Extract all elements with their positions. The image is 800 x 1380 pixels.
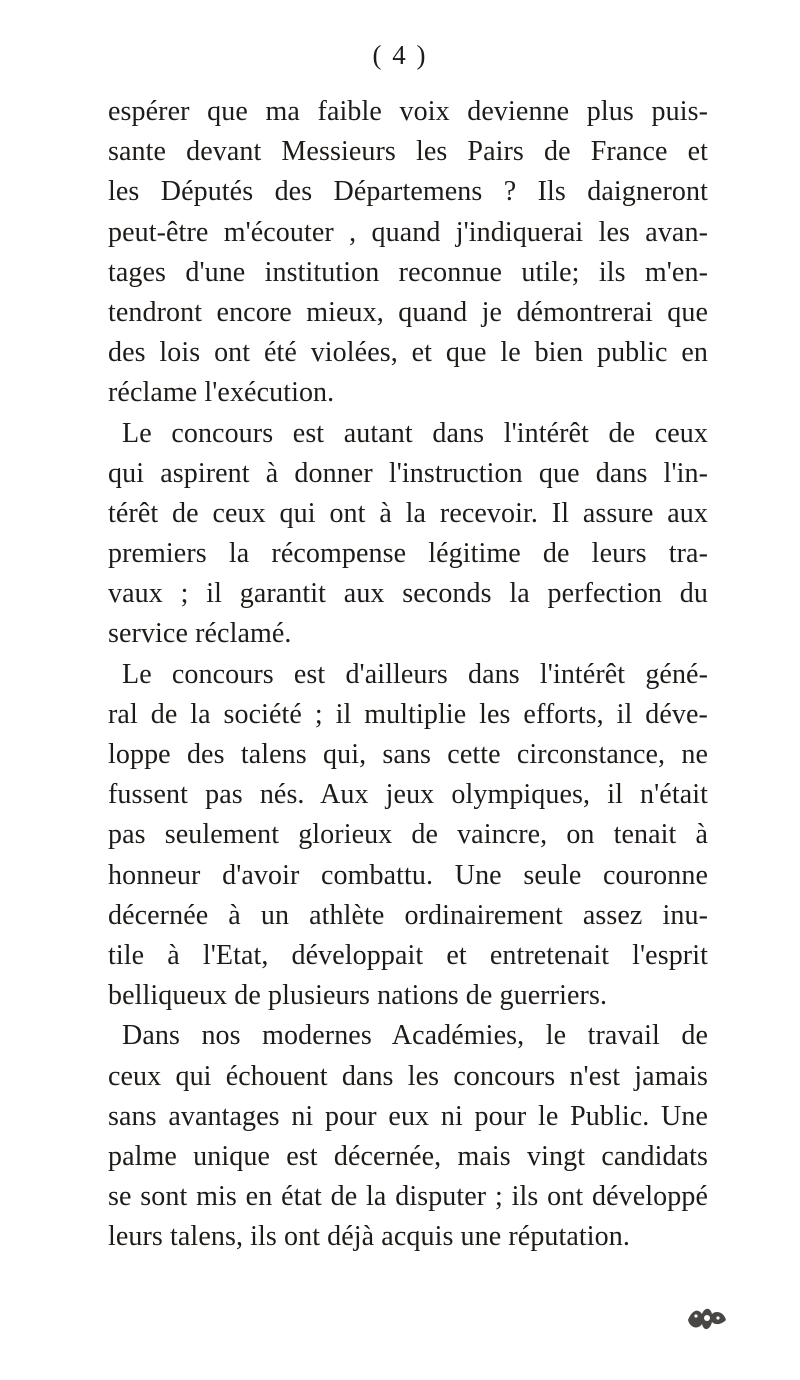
text-line: tendront encore mieux, quand je démontrerai que (108, 296, 708, 328)
text-line: les Députés des Départemens ? Ils daigneront (108, 176, 708, 208)
text-line: Le concours est d'ailleurs dans l'intérêt géné- (122, 658, 708, 690)
text-line: sans avantages ni pour eux ni pour le Public. Une (108, 1100, 708, 1132)
text-line: sante devant Messieurs les Pairs de France et (108, 136, 708, 168)
text-line: ceux qui échouent dans les concours n'est jamais (108, 1060, 708, 1092)
text-line: réclame l'exécution. (108, 377, 335, 409)
text-line: ral de la société ; il multiplie les efforts, il déve- (108, 698, 708, 730)
text-line: palme unique est décernée, mais vingt candidats (108, 1140, 708, 1172)
text-line: des lois ont été violées, et que le bien public en (108, 337, 708, 369)
text-line: fussent pas nés. Aux jeux olympiques, il n'était (108, 779, 708, 811)
text-line: se sont mis en état de la disputer ; ils ont développé (108, 1181, 708, 1213)
text-line: belliqueux de plusieurs nations de guerriers. (108, 980, 608, 1012)
text-line: premiers la récompense légitime de leurs tra- (108, 538, 708, 570)
text-line: Le concours est autant dans l'intérêt de ceux (122, 417, 708, 449)
text-line: Dans nos modernes Académies, le travail de (122, 1020, 708, 1052)
text-line: peut-être m'écouter , quand j'indiquerai les avan- (108, 216, 708, 248)
text-line: service réclamé. (108, 618, 292, 650)
text-line: qui aspirent à donner l'instruction que dans l'in- (108, 457, 708, 489)
text-line: tages d'une institution reconnue utile; ils m'en- (108, 256, 708, 288)
text-line: loppe des talens qui, sans cette circonstance, ne (108, 739, 708, 770)
printer-ornament-icon (684, 1302, 730, 1334)
text-line: décernée à un athlète ordinairement assez inu- (108, 899, 708, 931)
text-line: leurs talens, ils ont déjà acquis une réputation. (108, 1221, 630, 1253)
text-line: tile à l'Etat, développait et entretenait l'esprit (108, 939, 708, 971)
text-line: honneur d'avoir combattu. Une seule couronne (108, 859, 708, 891)
text-line: pas seulement glorieux de vaincre, on tenait à (108, 819, 708, 851)
page-number: ( 4 ) (372, 40, 428, 70)
body-text (108, 92, 708, 1257)
text-line: vaux ; il garantit aux seconds la perfection du (108, 578, 708, 610)
text-line: térêt de ceux qui ont à la recevoir. Il assure aux (108, 497, 708, 529)
text-line: espérer que ma faible voix devienne plus puis- (108, 96, 708, 127)
